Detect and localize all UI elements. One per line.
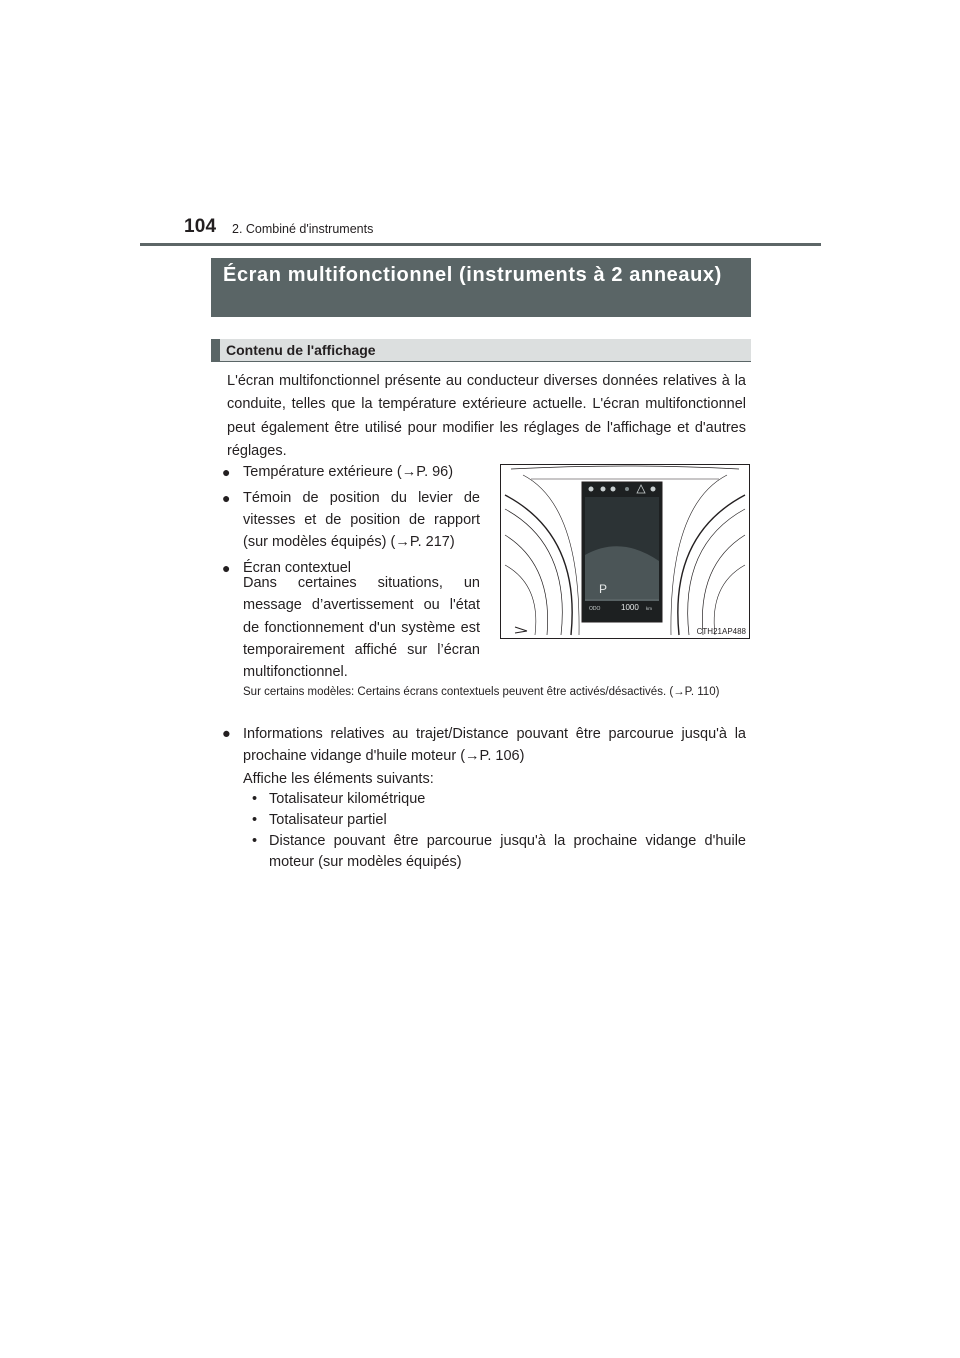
instrument-cluster-drawing bbox=[501, 465, 749, 638]
list-item: ● Écran contextuel bbox=[222, 557, 480, 579]
sub-bullet-icon: • bbox=[252, 791, 258, 807]
gear-indicator: P bbox=[599, 582, 608, 596]
trip-intro: Affiche les éléments suivants: bbox=[243, 771, 434, 787]
trip-items bbox=[253, 789, 746, 873]
list-item: • Totalisateur kilométrique bbox=[253, 789, 746, 810]
intro-paragraph: L'écran multifonctionnel présente au conducteur diverses données relatives à la conduite, telles que la température extérieure actuelle. L'écran multifonctionnel peut également être utilisé pour modifier les réglages de l'affichage et d'autres réglages. bbox=[227, 373, 746, 459]
popup-description: Dans certaines situations, un message d’avertissement ou l'état de fonctionnement d'un système est temporairement affiché sur l’écran multifonctionnel. bbox=[243, 575, 480, 681]
list-item: • Totalisateur partiel bbox=[253, 810, 746, 831]
bullet-icon: ● bbox=[222, 560, 231, 576]
bullet-trip: ● Informations relatives au trajet/Distance pouvant être parcourue jusqu'à la prochaine vidange d'huile moteur (→P. 106) bbox=[222, 723, 746, 767]
bullet-icon: ● bbox=[222, 726, 231, 742]
odo-label: ODO bbox=[589, 606, 601, 612]
list-item: ● Témoin de position du levier de vitesses et de position de rapport (sur modèles équipés) (→P. 217) bbox=[222, 487, 480, 553]
odo-unit: km bbox=[646, 606, 652, 611]
sub-bullet-icon: • bbox=[252, 833, 258, 849]
bullet-icon: ● bbox=[222, 464, 231, 480]
odo-value: 1000 bbox=[621, 603, 639, 612]
header-rule bbox=[140, 243, 821, 246]
running-head: 2. Combiné d'instruments bbox=[232, 222, 374, 236]
list-item: • Distance pouvant être parcourue jusqu'à la prochaine vidange d'huile moteur (sur modèles équipés) bbox=[252, 833, 746, 870]
bullet-list bbox=[222, 461, 480, 583]
figure-code: CTH21AP488 bbox=[696, 627, 746, 636]
sub-bullet-icon: • bbox=[252, 812, 258, 828]
note: Sur certains modèles: Certains écrans contextuels peuvent être activés/désactivés. (→P. 110) bbox=[243, 686, 720, 698]
bullet-icon: ● bbox=[222, 490, 231, 506]
section-title: Écran multifonctionnel (instruments à 2 anneaux) bbox=[211, 258, 751, 317]
list-item: ● Température extérieure (→P. 96) bbox=[222, 461, 480, 483]
page-number: 104 bbox=[184, 216, 217, 237]
instrument-illustration bbox=[500, 464, 750, 639]
subsection-title: Contenu de l'affichage bbox=[211, 339, 751, 362]
